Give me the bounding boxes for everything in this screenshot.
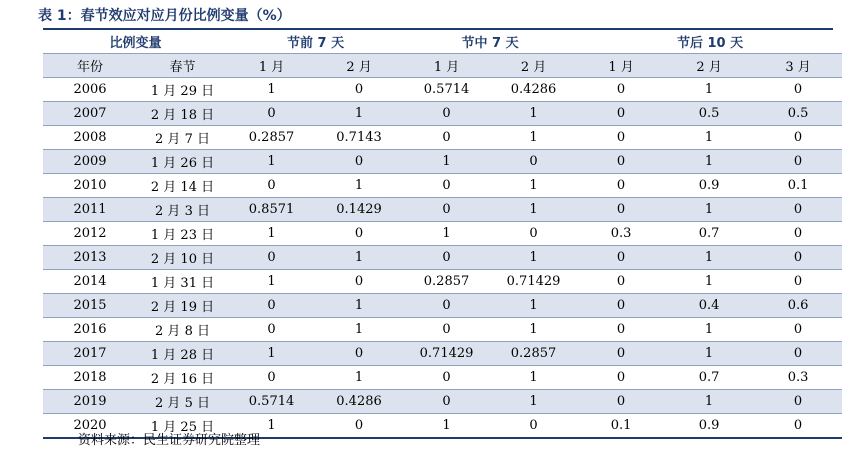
table-row	[43, 366, 842, 390]
ratio-cell: 1	[403, 414, 490, 439]
ratio-cell: 0	[577, 102, 665, 126]
ratio-cell: 0	[753, 198, 842, 222]
ratio-cell: 0	[753, 270, 842, 294]
ratio-cell: 1	[228, 222, 315, 246]
ratio-cell: 1	[490, 390, 577, 414]
table-row	[43, 222, 842, 246]
ratio-cell: 0.71429	[403, 342, 490, 366]
ratio-cell: 0	[753, 222, 842, 246]
ratio-cell: 0	[315, 270, 403, 294]
ratio-cell: 1	[665, 198, 753, 222]
ratio-cell: 0	[315, 78, 403, 102]
ratio-cell: 0	[577, 294, 665, 318]
group-header-row	[43, 30, 842, 54]
ratio-cell: 0.2857	[228, 126, 315, 150]
ratio-cell: 0	[490, 150, 577, 174]
ratio-cell: 0	[753, 150, 842, 174]
ratio-cell: 0.1	[577, 414, 665, 439]
table-row	[43, 342, 842, 366]
column-header-row	[43, 54, 842, 78]
ratio-cell: 1	[490, 198, 577, 222]
ratio-cell: 1	[315, 246, 403, 270]
ratio-cell: 1	[228, 270, 315, 294]
year-cell: 2017	[43, 342, 137, 366]
year-cell: 2010	[43, 174, 137, 198]
ratio-cell: 0.3	[577, 222, 665, 246]
table-body	[43, 78, 842, 439]
ratio-cell: 0	[577, 174, 665, 198]
year-cell: 2007	[43, 102, 137, 126]
ratio-cell: 0.2857	[490, 342, 577, 366]
column-header: 1 月	[228, 54, 315, 78]
festival-date-cell: 2 月 10 日	[137, 246, 228, 270]
ratio-cell: 0	[577, 246, 665, 270]
ratio-cell: 0	[753, 126, 842, 150]
year-cell: 2018	[43, 366, 137, 390]
ratio-cell: 0.5	[753, 102, 842, 126]
ratio-cell: 0	[577, 126, 665, 150]
festival-date-cell: 2 月 18 日	[137, 102, 228, 126]
ratio-cell: 0	[753, 390, 842, 414]
ratio-cell: 0	[577, 366, 665, 390]
ratio-cell: 0	[577, 342, 665, 366]
ratio-cell: 0.4286	[315, 390, 403, 414]
spring-festival-ratio-table	[43, 30, 842, 439]
ratio-cell: 0	[490, 222, 577, 246]
ratio-cell: 0	[403, 246, 490, 270]
ratio-cell: 0.4286	[490, 78, 577, 102]
ratio-cell: 0	[228, 246, 315, 270]
source-note: 资料来源：民生证券研究院整理	[78, 433, 261, 448]
ratio-cell: 0	[403, 294, 490, 318]
table-row	[43, 150, 842, 174]
ratio-cell: 0	[577, 390, 665, 414]
ratio-cell: 0	[753, 414, 842, 439]
ratio-cell: 0	[577, 78, 665, 102]
table-row	[43, 318, 842, 342]
group-header-during-holiday: 节中 7 天	[403, 30, 577, 54]
ratio-cell: 0	[753, 78, 842, 102]
ratio-cell: 0	[403, 366, 490, 390]
ratio-cell: 1	[490, 174, 577, 198]
festival-date-cell: 1 月 26 日	[137, 150, 228, 174]
ratio-cell: 1	[665, 270, 753, 294]
ratio-cell: 0.3	[753, 366, 842, 390]
ratio-cell: 0	[577, 318, 665, 342]
ratio-cell: 0	[490, 414, 577, 439]
ratio-cell: 1	[228, 150, 315, 174]
festival-date-cell: 2 月 5 日	[137, 390, 228, 414]
ratio-cell: 0	[315, 150, 403, 174]
ratio-cell: 0	[577, 198, 665, 222]
ratio-cell: 1	[665, 246, 753, 270]
group-header-pre-holiday: 节前 7 天	[228, 30, 403, 54]
ratio-cell: 1	[490, 102, 577, 126]
ratio-cell: 0.5714	[403, 78, 490, 102]
ratio-cell: 0	[228, 102, 315, 126]
ratio-cell: 0	[403, 102, 490, 126]
festival-date-cell: 2 月 14 日	[137, 174, 228, 198]
column-header: 年份	[43, 54, 137, 78]
ratio-cell: 1	[490, 366, 577, 390]
ratio-cell: 0	[228, 318, 315, 342]
table-row	[43, 174, 842, 198]
ratio-cell: 1	[228, 78, 315, 102]
group-header-post-holiday: 节后 10 天	[577, 30, 842, 54]
ratio-cell: 0	[753, 318, 842, 342]
ratio-cell: 0.9	[665, 174, 753, 198]
ratio-cell: 1	[228, 342, 315, 366]
year-cell: 2014	[43, 270, 137, 294]
ratio-cell: 1	[665, 390, 753, 414]
ratio-cell: 0.9	[665, 414, 753, 439]
year-cell: 2015	[43, 294, 137, 318]
ratio-cell: 0	[228, 294, 315, 318]
ratio-cell: 1	[315, 318, 403, 342]
column-header: 2 月	[665, 54, 753, 78]
festival-date-cell: 1 月 25 日	[137, 414, 228, 439]
year-cell: 2011	[43, 198, 137, 222]
ratio-cell: 1	[315, 102, 403, 126]
ratio-cell: 0	[753, 246, 842, 270]
ratio-cell: 0	[315, 222, 403, 246]
ratio-cell: 1	[228, 414, 315, 439]
ratio-cell: 0.1429	[315, 198, 403, 222]
ratio-cell: 0	[228, 366, 315, 390]
ratio-cell: 0	[403, 198, 490, 222]
ratio-cell: 1	[315, 174, 403, 198]
ratio-cell: 1	[490, 294, 577, 318]
ratio-cell: 0	[753, 342, 842, 366]
ratio-cell: 0	[403, 318, 490, 342]
table-row	[43, 78, 842, 102]
table-row	[43, 198, 842, 222]
group-header-ratio-variable: 比例变量	[43, 30, 228, 54]
ratio-cell: 0	[315, 414, 403, 439]
table-row	[43, 390, 842, 414]
year-cell: 2020	[43, 414, 137, 439]
ratio-cell: 1	[665, 150, 753, 174]
table-row	[43, 270, 842, 294]
ratio-cell: 1	[665, 78, 753, 102]
festival-date-cell: 2 月 16 日	[137, 366, 228, 390]
festival-date-cell: 1 月 29 日	[137, 78, 228, 102]
year-cell: 2012	[43, 222, 137, 246]
column-header: 1 月	[577, 54, 665, 78]
ratio-cell: 0.4	[665, 294, 753, 318]
year-cell: 2019	[43, 390, 137, 414]
ratio-cell: 1	[665, 318, 753, 342]
ratio-cell: 1	[403, 150, 490, 174]
ratio-cell: 0.5714	[228, 390, 315, 414]
ratio-cell: 0	[315, 342, 403, 366]
ratio-cell: 0	[403, 174, 490, 198]
ratio-cell: 0.8571	[228, 198, 315, 222]
festival-date-cell: 2 月 19 日	[137, 294, 228, 318]
year-cell: 2006	[43, 78, 137, 102]
year-cell: 2008	[43, 126, 137, 150]
ratio-cell: 1	[315, 294, 403, 318]
ratio-cell: 1	[665, 126, 753, 150]
ratio-cell: 1	[490, 126, 577, 150]
column-header: 春节	[137, 54, 228, 78]
festival-date-cell: 2 月 7 日	[137, 126, 228, 150]
table-row	[43, 246, 842, 270]
ratio-cell: 0.71429	[490, 270, 577, 294]
ratio-cell: 0.2857	[403, 270, 490, 294]
ratio-cell: 0	[577, 150, 665, 174]
table-row	[43, 102, 842, 126]
ratio-cell: 1	[490, 246, 577, 270]
ratio-cell: 1	[403, 222, 490, 246]
table-row	[43, 126, 842, 150]
ratio-cell: 0	[228, 174, 315, 198]
column-header: 2 月	[490, 54, 577, 78]
year-cell: 2016	[43, 318, 137, 342]
ratio-cell: 0.1	[753, 174, 842, 198]
ratio-cell: 1	[490, 318, 577, 342]
ratio-cell: 0.7143	[315, 126, 403, 150]
ratio-cell: 0	[403, 126, 490, 150]
festival-date-cell: 2 月 3 日	[137, 198, 228, 222]
ratio-cell: 0.6	[753, 294, 842, 318]
ratio-cell: 0	[577, 270, 665, 294]
festival-date-cell: 2 月 8 日	[137, 318, 228, 342]
ratio-cell: 0.7	[665, 222, 753, 246]
festival-date-cell: 1 月 28 日	[137, 342, 228, 366]
table-row	[43, 294, 842, 318]
festival-date-cell: 1 月 31 日	[137, 270, 228, 294]
ratio-cell: 1	[665, 342, 753, 366]
year-cell: 2013	[43, 246, 137, 270]
ratio-cell: 0	[403, 390, 490, 414]
column-header: 2 月	[315, 54, 403, 78]
ratio-cell: 0.7	[665, 366, 753, 390]
ratio-cell: 0.5	[665, 102, 753, 126]
table-title: 表 1：春节效应对应月份比例变量（%）	[38, 8, 291, 24]
year-cell: 2009	[43, 150, 137, 174]
column-header: 3 月	[753, 54, 842, 78]
column-header: 1 月	[403, 54, 490, 78]
ratio-cell: 1	[315, 366, 403, 390]
festival-date-cell: 1 月 23 日	[137, 222, 228, 246]
